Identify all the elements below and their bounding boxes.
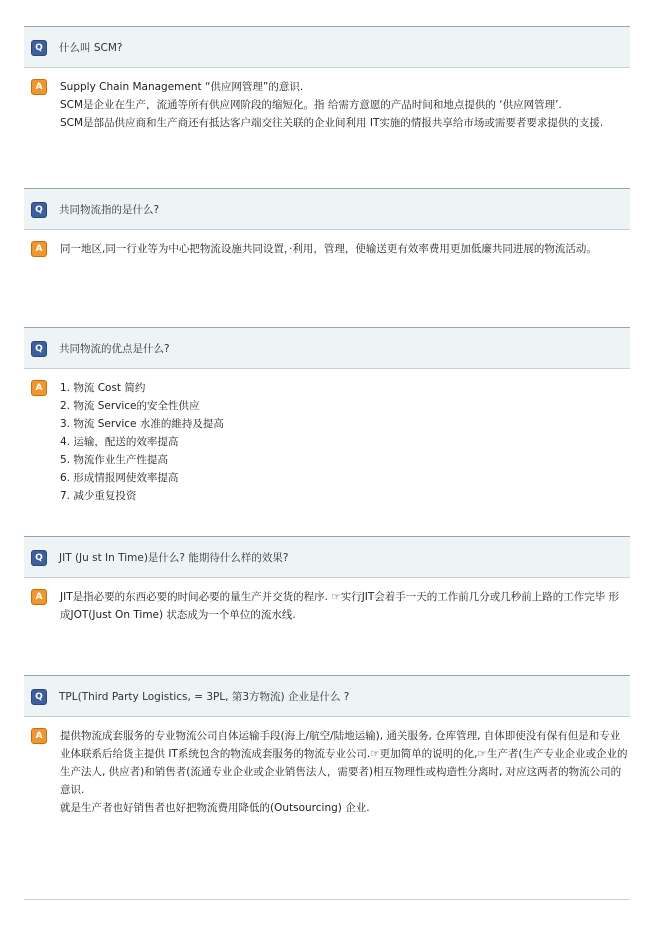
list-item: 5. 物流作业生产性提高	[60, 454, 168, 466]
answer-block	[24, 78, 630, 132]
answer-line: JIT是指必要的东西必要的时间必要的量生产并交货的程序. ☞实行JIT会着手一天的工作前几分或几秒前上路的工作完毕 形成JOT(Just On Time) 状态成为一个单位的流水线.	[60, 591, 620, 621]
faq-item-tpl	[24, 675, 630, 817]
answer-icon: A	[31, 728, 47, 744]
question-bar	[24, 188, 630, 230]
list-item: 7. 减少重复投资	[60, 490, 137, 502]
faq-item-scm	[24, 26, 630, 132]
question-text: 什么叫 SCM?	[59, 42, 123, 54]
answer-block	[24, 588, 630, 624]
question-icon: Q	[31, 550, 47, 566]
answer-line: 同一地区,同一行业等为中心把物流设施共同设置，·利用，管理，使输送更有效率费用更加低廉共同进展的物流活动。	[60, 243, 597, 255]
answer-icon: A	[31, 589, 47, 605]
answer-line: Supply Chain Management “供应网管理”的意识.	[60, 81, 304, 93]
faq-item-joint-logistics	[24, 188, 630, 258]
answer-icon: A	[31, 79, 47, 95]
answer-line: 提供物流成套服务的专业物流公司自体运输手段(海上/航空/陆地运输), 通关服务, 仓库管理, 自体即使没有保有但是和专业业体联系后给货主提供 IT系统包含的物流成套服务的物流专业公司.☞更加简单的说明的化,☞生产者(生产专业企业或企业的生产法人, 供应者)和销售者(流通专业企业或企业销售法人，需要者)相互物理性或构造性分离时, 对应这两者的物流公司的意识.	[60, 730, 628, 796]
answer-block	[24, 727, 630, 817]
list-item: 6. 形成情报网使效率提高	[60, 472, 179, 484]
question-icon: Q	[31, 341, 47, 357]
list-item: 1. 物流 Cost 简约	[60, 382, 146, 394]
answer-line: SCM是部品供应商和生产商还有抵达客户端交往关联的企业间利用 IT实施的情报共享给市场或需要者要求提供的支援.	[60, 117, 604, 129]
question-text: 共同物流的优点是什么?	[59, 343, 170, 355]
question-bar	[24, 675, 630, 717]
answer-block	[24, 379, 630, 505]
question-text: TPL(Third Party Logistics, = 3PL, 第3方物流) 企业是什么 ?	[59, 691, 350, 703]
list-item: 2. 物流 Service的安全性供应	[60, 400, 200, 412]
answer-block	[24, 240, 630, 258]
question-bar	[24, 536, 630, 578]
list-item: 4. 运输，配送的效率提高	[60, 436, 179, 448]
question-icon: Q	[31, 202, 47, 218]
question-icon: Q	[31, 40, 47, 56]
question-text: 共同物流指的是什么?	[59, 204, 160, 216]
answer-icon: A	[31, 241, 47, 257]
question-icon: Q	[31, 689, 47, 705]
list-item: 3. 物流 Service 水准的維持及提高	[60, 418, 224, 430]
faq-item-joint-logistics-benefits	[24, 327, 630, 505]
answer-icon: A	[31, 380, 47, 396]
answer-line: 就是生产者也好销售者也好把物流费用降低的(Outsourcing) 企业.	[60, 802, 370, 814]
bottom-divider	[24, 899, 630, 900]
question-bar	[24, 327, 630, 369]
question-text: JIT (Ju st In Time)是什么? 能期待什么样的效果?	[59, 552, 289, 564]
answer-line: SCM是企业在生产，流通等所有供应网阶段的缩短化。指 给需方意愿的产品时间和地点提供的 ‘供应网管理’.	[60, 99, 562, 111]
question-bar	[24, 26, 630, 68]
faq-item-jit	[24, 536, 630, 624]
